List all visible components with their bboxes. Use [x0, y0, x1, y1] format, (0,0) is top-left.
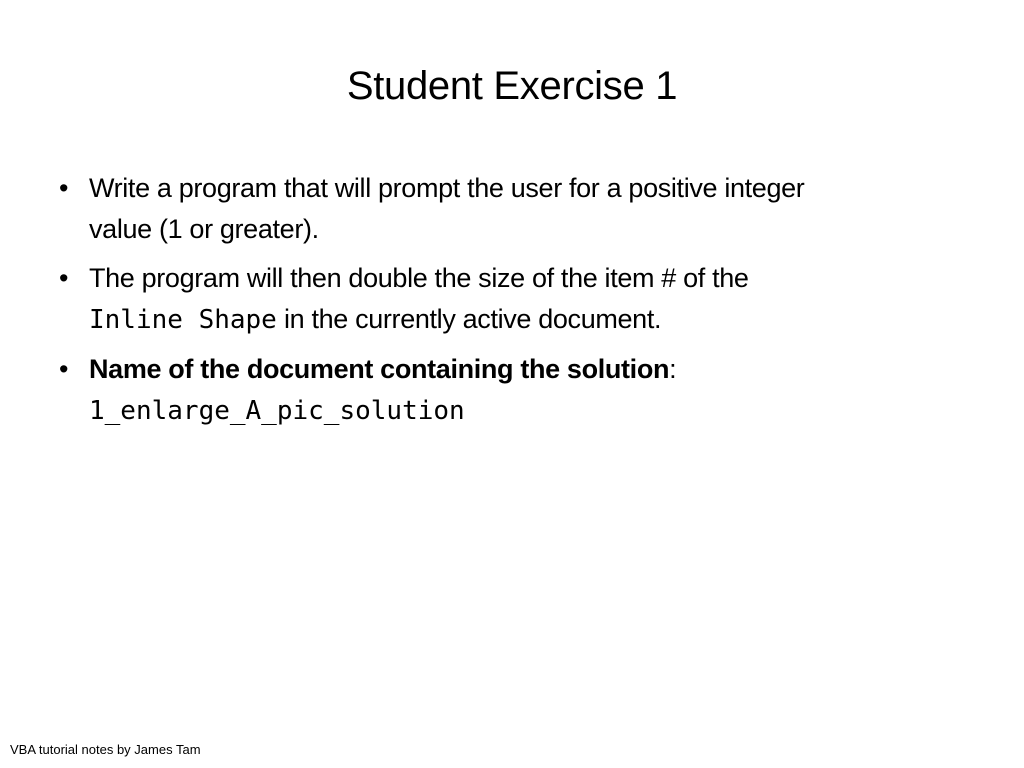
bullet-icon: • — [59, 354, 69, 384]
slide-title: Student Exercise 1 — [346, 64, 678, 108]
bullet-item-double-size — [55, 258, 975, 341]
bullet-icon: • — [59, 263, 69, 293]
bullet-text-line-2: value (1 or greater). — [89, 214, 319, 244]
bullet-icon: • — [59, 173, 69, 203]
bullet-list — [55, 168, 975, 440]
footer-credit: VBA tutorial notes by James Tam — [10, 742, 201, 757]
bullet-text-line-2: in the currently active document. — [284, 304, 662, 334]
bullet-text-line-1: The program will then double the size of the item # of the — [89, 263, 749, 293]
bullet-item-prompt — [55, 168, 975, 250]
bullet-text-line-1: Write a program that will prompt the user for a positive integer — [89, 173, 805, 203]
bullet-item-solution-name — [55, 349, 975, 432]
solution-colon: : — [669, 354, 677, 384]
code-solution-filename: 1_enlarge_A_pic_solution — [89, 396, 465, 426]
solution-label: Name of the document containing the solution — [89, 354, 670, 384]
code-inline-shape: Inline Shape — [89, 305, 277, 335]
